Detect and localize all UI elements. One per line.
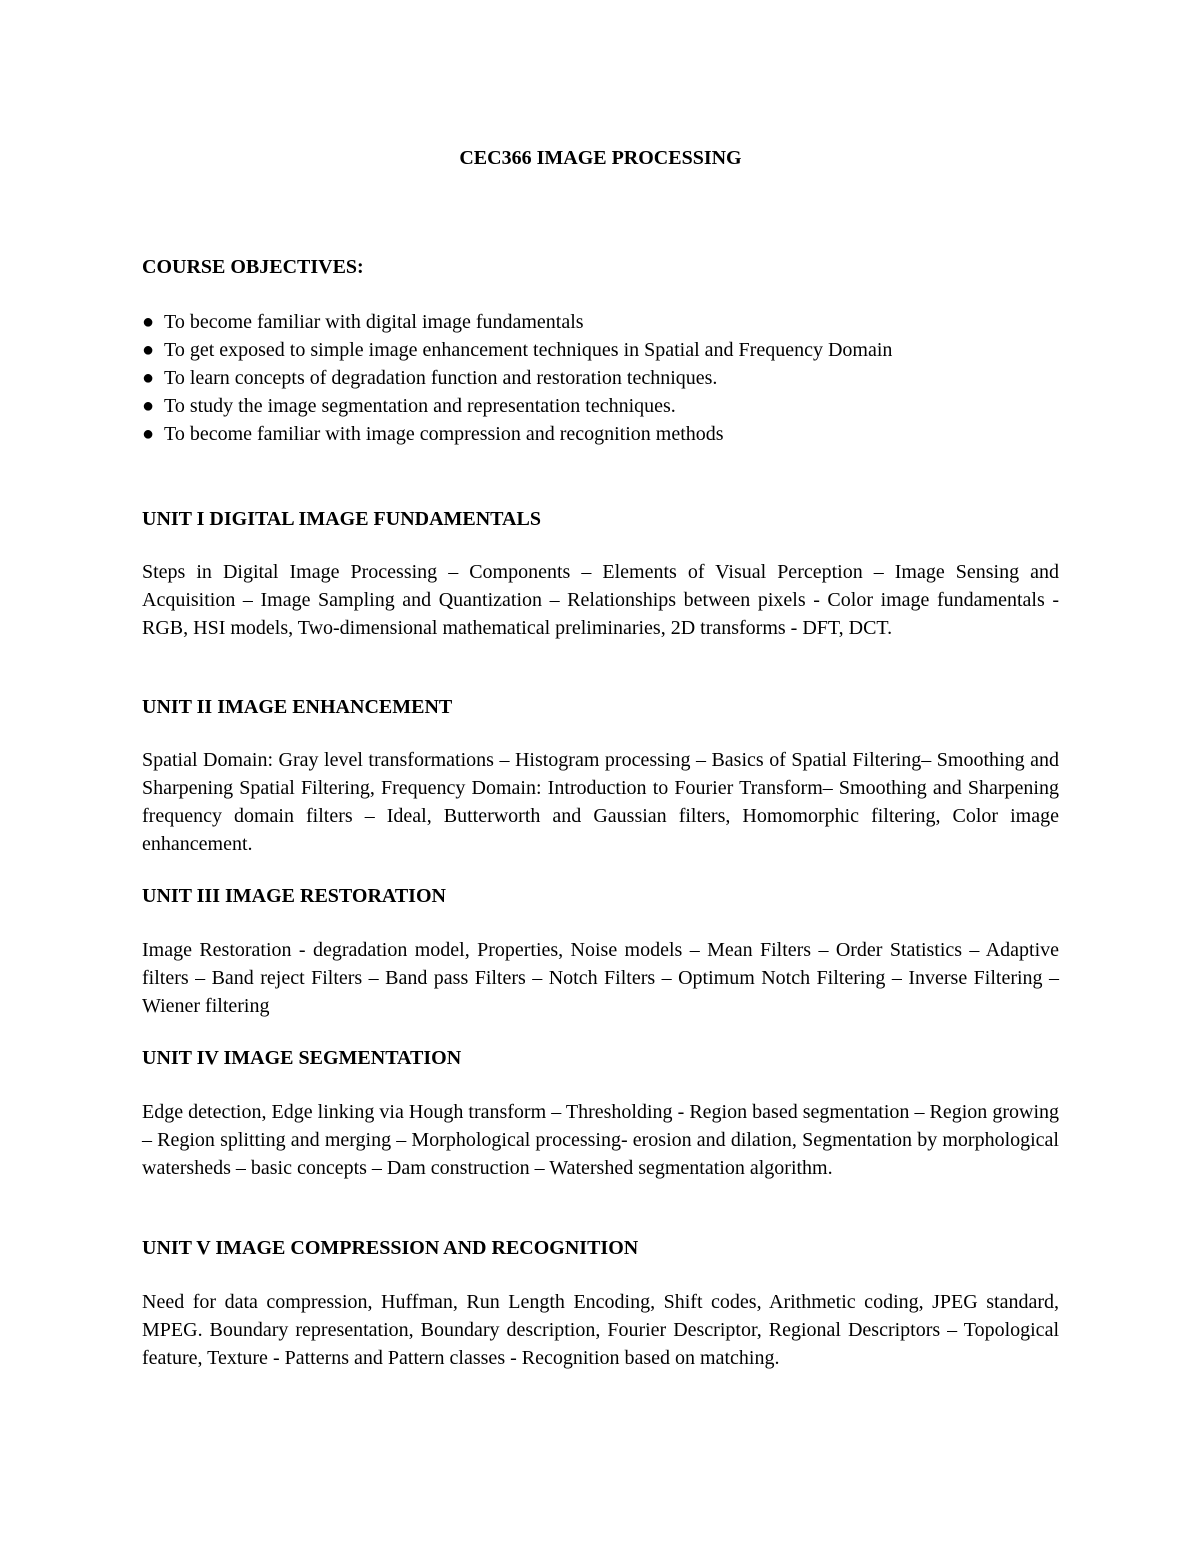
unit-2-body: Spatial Domain: Gray level transformations – Histogram processing – Basics of Spatial Filtering– Smoothing and Sharpening Spatial Filtering, Frequency Domain: Introduction to Fourier Transform– Smoothing and Sharpening frequency domain filters – Ideal, Butterworth and Gaussian filters, Homomorphic filtering, Color image enhancement. xyxy=(142,749,1059,855)
objective-item xyxy=(142,336,954,364)
objectives-heading: COURSE OBJECTIVES: xyxy=(142,256,364,278)
objective-item xyxy=(142,420,954,448)
bullet-icon: ● xyxy=(142,395,155,417)
bullet-icon: ● xyxy=(142,423,155,445)
document-page xyxy=(142,0,1059,1553)
unit-1-body: Steps in Digital Image Processing – Components – Elements of Visual Perception – Image Sensing and Acquisition – Image Sampling and Quantization – Relationships between pixels - Color image fundamentals - RGB, HSI models, Two-dimensional mathematical preliminaries, 2D transforms - DFT, DCT. xyxy=(142,561,1059,639)
objective-item xyxy=(142,308,954,336)
document-title: CEC366 IMAGE PROCESSING xyxy=(459,147,742,169)
objective-text: To study the image segmentation and representation techniques. xyxy=(164,395,676,417)
objectives-list xyxy=(142,308,1059,448)
unit-5-heading: UNIT V IMAGE COMPRESSION AND RECOGNITION xyxy=(142,1237,639,1259)
unit-4-body: Edge detection, Edge linking via Hough transform – Thresholding - Region based segmentation – Region growing – Region splitting and merging – Morphological processing- erosion and dilation, Segmentation by morphological watersheds – basic concepts – Dam construction – Watershed segmentation algorithm. xyxy=(142,1101,1059,1179)
unit-5-body: Need for data compression, Huffman, Run Length Encoding, Shift codes, Arithmetic coding, JPEG standard, MPEG. Boundary representation, Boundary description, Fourier Descriptor, Regional Descriptors – Topological feature, Texture - Patterns and Pattern classes - Recognition based on matching. xyxy=(142,1291,1059,1369)
objective-item xyxy=(142,364,954,392)
unit-1-heading: UNIT I DIGITAL IMAGE FUNDAMENTALS xyxy=(142,508,541,530)
bullet-icon: ● xyxy=(142,367,155,389)
unit-3-body: Image Restoration - degradation model, Properties, Noise models – Mean Filters – Order Statistics – Adaptive filters – Band reject Filters – Band pass Filters – Notch Filters – Optimum Notch Filtering – Inverse Filtering – Wiener filtering xyxy=(142,939,1059,1017)
objective-text: To get exposed to simple image enhancement techniques in Spatial and Frequency Domain xyxy=(164,339,893,361)
bullet-icon: ● xyxy=(142,339,155,361)
unit-4-heading: UNIT IV IMAGE SEGMENTATION xyxy=(142,1047,462,1069)
objective-text: To learn concepts of degradation function and restoration techniques. xyxy=(164,367,718,389)
unit-3-heading: UNIT III IMAGE RESTORATION xyxy=(142,885,446,907)
objective-item xyxy=(142,392,954,420)
objective-text: To become familiar with digital image fundamentals xyxy=(164,311,584,333)
objective-text: To become familiar with image compression and recognition methods xyxy=(164,423,724,445)
unit-2-heading: UNIT II IMAGE ENHANCEMENT xyxy=(142,696,453,718)
bullet-icon: ● xyxy=(142,311,155,333)
